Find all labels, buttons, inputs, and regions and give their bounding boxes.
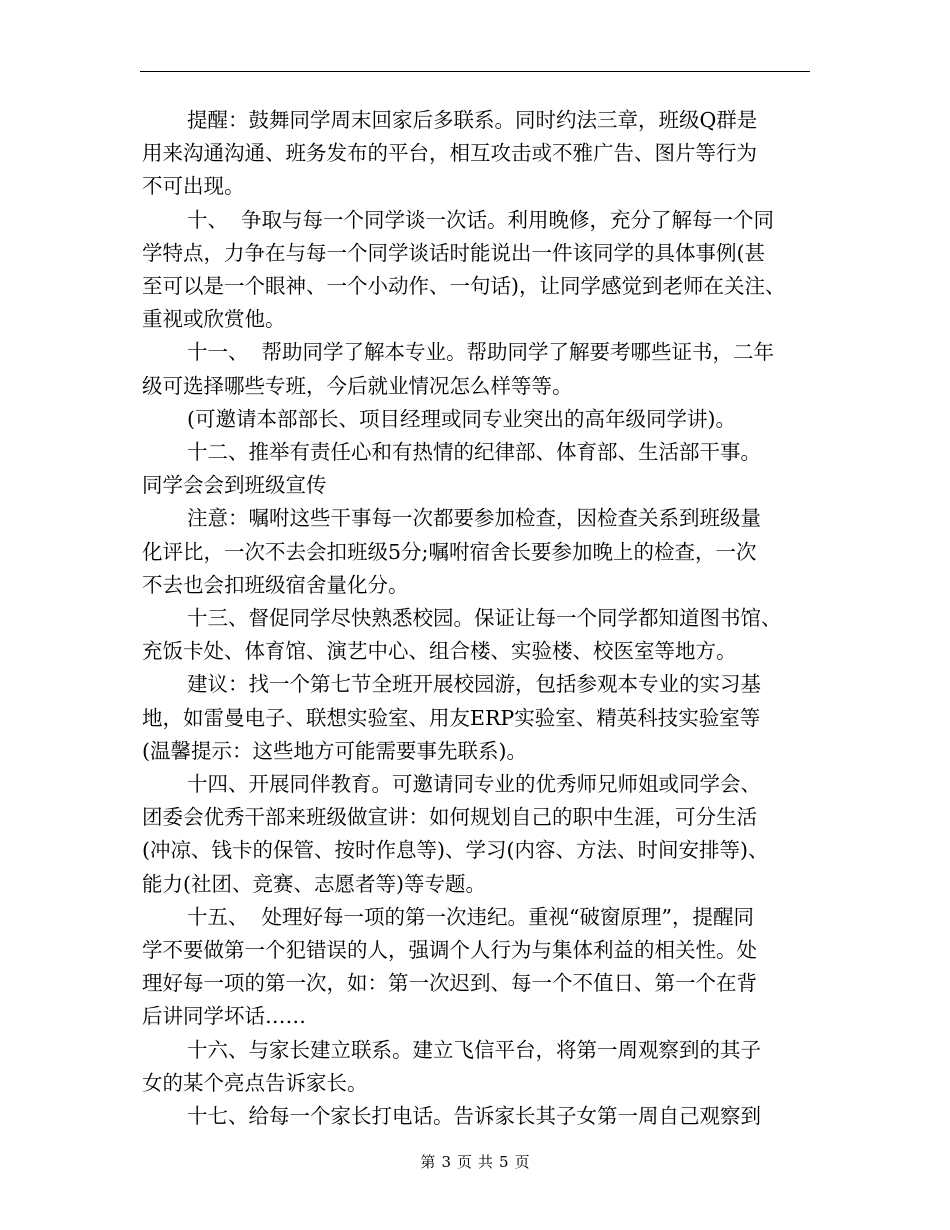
footer-current-page: 3 xyxy=(441,1153,451,1171)
text-line: 充饭卡处、体育馆、演艺中心、组合楼、实验楼、校医室等地方。 xyxy=(142,639,737,664)
text-line: 不去也会扣班级宿舍量化分。 xyxy=(142,572,409,597)
text-line: (温馨提示：这些地方可能需要事先联系)。 xyxy=(142,738,527,763)
text-line: 十七、给每一个家长打电话。告诉家长其子女第一周自己观察到 xyxy=(187,1104,761,1129)
text-line: 级可选择哪些专班，今后就业情况怎么样等等。 xyxy=(142,373,573,398)
text-line: 不可出现。 xyxy=(142,174,245,199)
header-rule xyxy=(140,71,810,72)
text-line: (冲凉、钱卡的保管、按时作息等)、学习(内容、方法、时间安排等)、 xyxy=(142,838,769,863)
text-line: 用来沟通沟通、班务发布的平台，相互攻击或不雅广告、图片等行为 xyxy=(142,141,757,166)
text-line: 后讲同学坏话…… xyxy=(142,1004,306,1029)
text-line: 化评比，一次不去会扣班级5分;嘱咐宿舍长要参加晚上的检查，一次 xyxy=(142,539,757,564)
footer-total-pages: 5 xyxy=(499,1153,509,1171)
text-line: 十五、 处理好每一项的第一次违纪。重视“破窗原理”，提醒同 xyxy=(187,904,754,929)
text-line: 同学会会到班级宣传 xyxy=(142,473,327,498)
text-line: 理好每一项的第一次，如：第一次迟到、每一个不值日、第一个在背 xyxy=(142,971,757,996)
text-line: 能力(社团、竞赛、志愿者等)等专题。 xyxy=(142,871,486,896)
text-line: 建议：找一个第七节全班开展校园游，包括参观本专业的实习基 xyxy=(187,672,761,697)
text-line: 地，如雷曼电子、联想实验室、用友ERP实验室、精英科技实验室等 xyxy=(142,705,761,730)
footer-page-suffix: 页 xyxy=(514,1153,530,1171)
text-line: 十三、督促同学尽快熟悉校园。保证让每一个同学都知道图书馆、 xyxy=(187,606,782,631)
text-line: 学不要做第一个犯错误的人，强调个人行为与集体利益的相关性。处 xyxy=(142,938,757,963)
text-line: 注意：嘱咐这些干事每一次都要参加检查，因检查关系到班级量 xyxy=(187,506,761,531)
footer-total-label: 共 xyxy=(478,1153,494,1171)
text-line: 女的某个亮点告诉家长。 xyxy=(142,1070,368,1095)
text-line: (可邀请本部部长、项目经理或同专业突出的高年级同学讲)。 xyxy=(187,406,736,431)
text-line: 学特点，力争在与每一个同学谈话时能说出一件该同学的具体事例(甚 xyxy=(142,240,765,265)
text-line: 至可以是一个眼神、一个小动作、一句话)，让同学感觉到老师在关注、 xyxy=(142,274,786,299)
text-line: 团委会优秀干部来班级做宣讲：如何规划自己的职中生涯，可分生活 xyxy=(142,805,757,830)
text-line: 提醒：鼓舞同学周末回家后多联系。同时约法三章，班级Q群是 xyxy=(187,108,758,132)
document-body xyxy=(142,104,810,1133)
text-line: 十一、 帮助同学了解本专业。帮助同学了解要考哪些证书，二年 xyxy=(187,340,775,365)
page-footer xyxy=(0,1152,950,1172)
text-line: 十六、与家长建立联系。建立飞信平台，将第一周观察到的其子 xyxy=(187,1037,761,1062)
text-line: 十四、开展同伴教育。可邀请同专业的优秀师兄师姐或同学会、 xyxy=(187,772,761,797)
footer-page-prefix: 第 xyxy=(420,1153,436,1171)
text-line: 十二、推举有责任心和有热情的纪律部、体育部、生活部干事。 xyxy=(187,440,761,465)
text-line: 重视或欣赏他。 xyxy=(142,307,286,332)
footer-page-mid: 页 xyxy=(456,1153,472,1171)
text-line: 十、 争取与每一个同学谈一次话。利用晚修，充分了解每一个同 xyxy=(187,207,775,232)
